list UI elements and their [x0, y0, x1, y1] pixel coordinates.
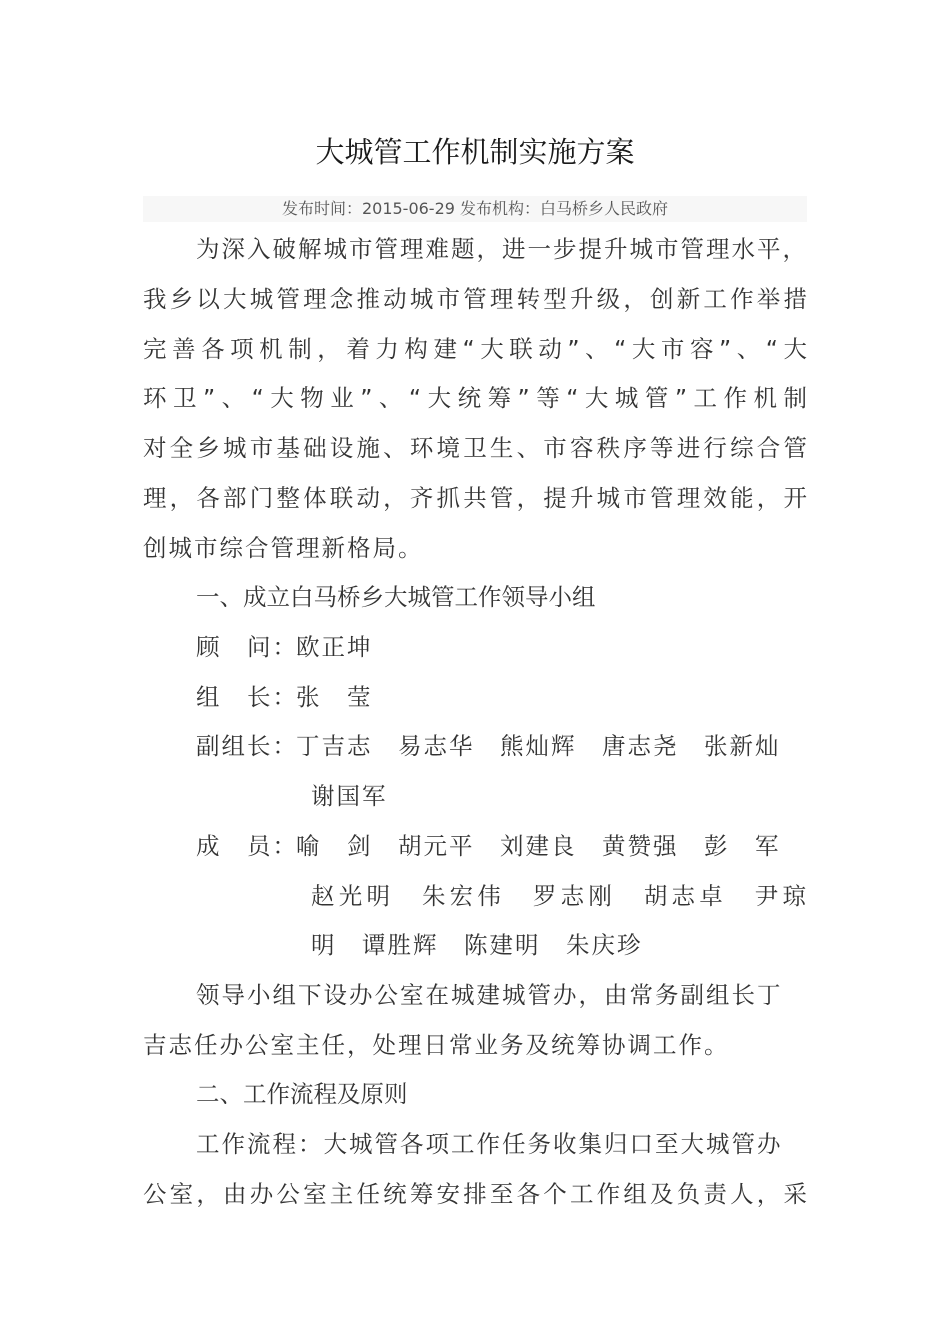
member-label: 成 员：: [196, 832, 296, 860]
intro-line-4: 环卫”、“大物业”、“大统筹”等“大城管”工作机制: [143, 384, 807, 412]
member-names-2: 赵光明 朱宏伟 罗志刚 胡志卓 尹琼: [311, 882, 806, 910]
member-names-3: 明 谭胜辉 陈建明 朱庆珍: [311, 931, 643, 959]
leader-label: 组 长：: [196, 683, 296, 711]
deputy-names-2: 谢国军: [311, 782, 388, 810]
section-heading-1: 一、成立白马桥乡大城管工作领导小组: [196, 583, 596, 611]
leader-names: 张 莹: [296, 683, 373, 711]
deputy-row: [196, 730, 781, 762]
publish-meta: 发布时间：2015-06-29 发布机构：白马桥乡人民政府: [281, 199, 669, 218]
deputy-names-1: 丁吉志 易志华 熊灿辉 唐志尧 张新灿: [296, 732, 781, 760]
office-line-2: 吉志任办公室主任，处理日常业务及统筹协调工作。: [143, 1031, 730, 1059]
adviser-label: 顾 问：: [196, 633, 296, 661]
intro-line-6: 理，各部门整体联动，齐抓共管，提升城市管理效能，开: [143, 484, 807, 512]
deputy-label: 副组长：: [196, 732, 296, 760]
office-line-1: 领导小组下设办公室在城建城管办，由常务副组长丁: [196, 981, 783, 1009]
adviser-names: 欧正坤: [296, 633, 373, 661]
document-title: 大城管工作机制实施方案: [315, 135, 635, 169]
section-heading-2: 二、工作流程及原则: [196, 1080, 408, 1108]
intro-line-7: 创城市综合管理新格局。: [143, 534, 424, 562]
intro-line-3: 完善各项机制，着力构建“大联动”、“大市容”、“大: [143, 335, 807, 363]
intro-line-5: 对全乡城市基础设施、环境卫生、市容秩序等进行综合管: [143, 434, 807, 462]
member-row: [196, 830, 781, 862]
member-names-1: 喻 剑 胡元平 刘建良 黄赞强 彭 军: [296, 832, 781, 860]
intro-line-1: 为深入破解城市管理难题，进一步提升城市管理水平，: [196, 235, 808, 263]
adviser-row: [196, 631, 373, 663]
leader-row: [196, 681, 373, 713]
process-line-2: 公室，由办公室主任统筹安排至各个工作组及负责人，采: [143, 1180, 807, 1208]
intro-line-2: 我乡以大城管理念推动城市管理转型升级，创新工作举措: [143, 285, 807, 313]
process-line-1: 工作流程：大城管各项工作任务收集归口至大城管办: [196, 1130, 783, 1158]
